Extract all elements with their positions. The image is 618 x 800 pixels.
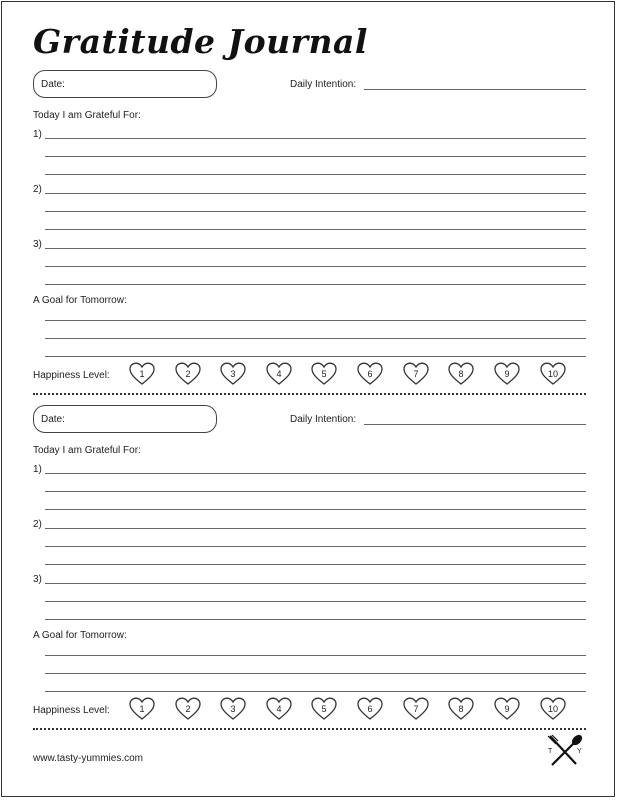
daily-intention-label: Daily Intention: [290,79,357,90]
daily-intention-line[interactable] [364,424,586,425]
grateful-item-number: 3) [33,239,42,250]
grateful-item-number: 1) [33,464,42,475]
heart-number: 5 [321,704,327,714]
goal-heading: A Goal for Tomorrow: [33,295,127,306]
happiness-heart-8[interactable] [448,697,474,721]
heart-number: 9 [504,369,510,379]
happiness-heart-7[interactable] [403,697,429,721]
heart-number: 8 [458,704,464,714]
goal-line[interactable] [45,691,586,692]
happiness-heart-4[interactable] [266,697,292,721]
heart-number: 1 [139,369,145,379]
happiness-heart-4[interactable] [266,362,292,386]
grateful-line[interactable] [45,248,586,249]
grateful-line[interactable] [45,491,586,492]
grateful-item-number: 2) [33,184,42,195]
heart-number: 7 [413,369,419,379]
happiness-heart-10[interactable] [540,362,566,386]
grateful-item-number: 1) [33,129,42,140]
happiness-heart-10[interactable] [540,697,566,721]
happiness-heart-3[interactable] [220,697,246,721]
happiness-heart-5[interactable] [311,697,337,721]
heart-number: 4 [276,704,282,714]
happiness-heart-7[interactable] [403,362,429,386]
heart-number: 1 [139,704,145,714]
goal-line[interactable] [45,320,586,321]
section-divider [33,728,586,730]
grateful-line[interactable] [45,156,586,157]
heart-number: 10 [547,704,558,714]
goal-line[interactable] [45,655,586,656]
happiness-heart-2[interactable] [175,362,201,386]
grateful-line[interactable] [45,583,586,584]
grateful-line[interactable] [45,564,586,565]
grateful-item-number: 2) [33,519,42,530]
grateful-line[interactable] [45,619,586,620]
heart-number: 9 [504,704,510,714]
page-title: Gratitude Journal [33,22,368,61]
fork-spoon-icon [546,734,584,768]
happiness-heart-9[interactable] [494,362,520,386]
happiness-heart-8[interactable] [448,362,474,386]
heart-number: 2 [185,704,191,714]
footer-website[interactable]: www.tasty-yummies.com [33,753,144,764]
grateful-line[interactable] [45,229,586,230]
grateful-line[interactable] [45,546,586,547]
grateful-line[interactable] [45,528,586,529]
date-label: Date: [41,414,65,425]
happiness-heart-2[interactable] [175,697,201,721]
date-label: Date: [41,79,65,90]
heart-number: 4 [276,369,282,379]
heart-number: 10 [547,369,558,379]
heart-number: 6 [367,369,373,379]
grateful-heading: Today I am Grateful For: [33,110,141,121]
happiness-heart-1[interactable] [129,362,155,386]
logo-letter-y: Y [577,748,582,755]
happiness-label: Happiness Level: [33,705,110,716]
heart-number: 6 [367,704,373,714]
happiness-heart-1[interactable] [129,697,155,721]
happiness-heart-3[interactable] [220,362,246,386]
happiness-heart-6[interactable] [357,362,383,386]
daily-intention-line[interactable] [364,89,586,90]
section-divider [33,393,586,395]
logo-letter-t: T [548,748,553,755]
grateful-line[interactable] [45,211,586,212]
happiness-label: Happiness Level: [33,370,110,381]
grateful-heading: Today I am Grateful For: [33,445,141,456]
grateful-line[interactable] [45,266,586,267]
goal-line[interactable] [45,673,586,674]
happiness-heart-5[interactable] [311,362,337,386]
heart-number: 3 [230,369,236,379]
grateful-item-number: 3) [33,574,42,585]
heart-number: 7 [413,704,419,714]
goal-line[interactable] [45,338,586,339]
heart-number: 3 [230,704,236,714]
happiness-heart-9[interactable] [494,697,520,721]
goal-line[interactable] [45,356,586,357]
heart-number: 5 [321,369,327,379]
grateful-line[interactable] [45,174,586,175]
grateful-line[interactable] [45,284,586,285]
goal-heading: A Goal for Tomorrow: [33,630,127,641]
grateful-line[interactable] [45,138,586,139]
happiness-heart-6[interactable] [357,697,383,721]
heart-number: 8 [458,369,464,379]
heart-number: 2 [185,369,191,379]
daily-intention-label: Daily Intention: [290,414,357,425]
grateful-line[interactable] [45,601,586,602]
grateful-line[interactable] [45,473,586,474]
grateful-line[interactable] [45,193,586,194]
grateful-line[interactable] [45,509,586,510]
